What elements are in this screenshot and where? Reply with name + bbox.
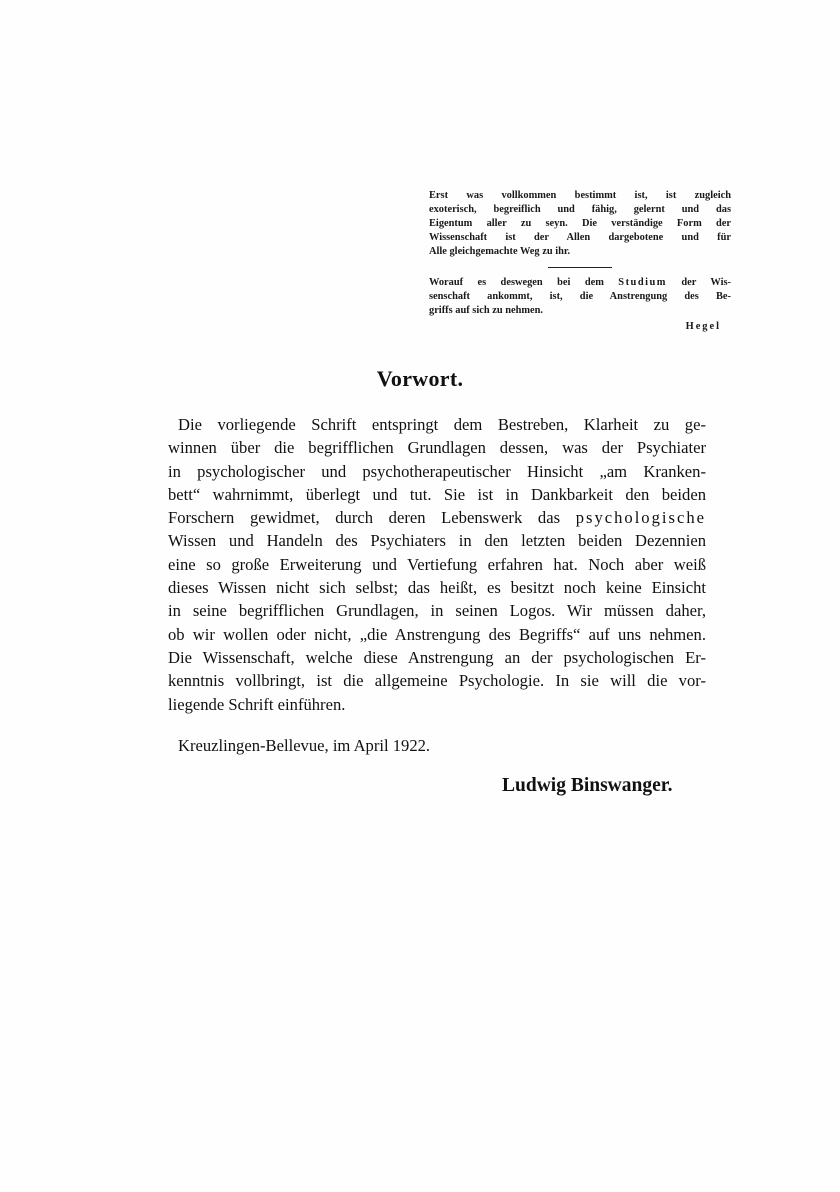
body-line: Die Wissenschaft, welche diese Anstrengung an der psychologischen Er- (168, 647, 706, 667)
body-text: Forschern gewidmet, durch deren Lebenswerk das (168, 508, 576, 528)
motto-line: Eigentum aller zu seyn. Die verständige Form der (429, 218, 731, 229)
body-line: bett“ wahrnimmt, überlegt und tut. Sie ist in Dankbarkeit den beiden (168, 484, 706, 504)
author-signature: Ludwig Binswanger. (502, 775, 673, 796)
motto-text: der Wis- (666, 277, 731, 288)
body-emphasis: psychologische (575, 508, 706, 528)
motto-line: griffs auf sich zu nehmen. (429, 305, 544, 316)
body-line: ob wir wollen oder nicht, „die Anstrengung des Begriffs“ auf uns nehmen. (168, 624, 706, 644)
motto-line: Erst was vollkommen bestimmt ist, ist zugleich (429, 190, 731, 201)
page-title: Vorwort. (376, 366, 464, 391)
motto-text: Worauf es deswegen bei dem (429, 277, 619, 288)
body-line: eine so große Erweiterung und Vertiefung erfahren hat. Noch aber weiß (168, 554, 706, 574)
motto-author: Hegel (685, 321, 721, 332)
motto-line: senschaft ankommt, ist, die Anstrengung des Be- (429, 291, 731, 302)
motto-epigraph (429, 189, 731, 334)
body-line: dieses Wissen nicht sich selbst; das heißt, es besitzt noch keine Einsicht (168, 578, 706, 598)
body-line: kenntnis vollbringt, ist die allgemeine Psychologie. In sie will die vor- (168, 671, 706, 691)
body-line (168, 506, 706, 529)
body-line: in psychologischer und psychotherapeutischer Hinsicht „am Kranken- (168, 461, 706, 481)
motto-paragraph-2 (429, 276, 731, 318)
motto-paragraph-1 (429, 189, 731, 259)
motto-line: Alle gleichgemachte Weg zu ihr. (429, 246, 571, 257)
body-line: in seine begrifflichen Grundlagen, in seinen Logos. Wir müssen daher, (168, 601, 706, 621)
motto-line (429, 276, 731, 290)
motto-emphasis: Studium (618, 277, 667, 288)
body-line: liegende Schrift einführen. (168, 694, 346, 714)
body-line: Die vorliegende Schrift entspringt dem Bestreben, Klarheit zu ge- (178, 415, 706, 434)
place-date: Kreuzlingen-Bellevue, im April 1922. (178, 736, 431, 755)
motto-line: Wissenschaft ist der Allen dargebotene und für (429, 232, 731, 243)
body-line: Wissen und Handeln des Psychiaters in den letzten beiden Dezennien (168, 531, 706, 551)
preface-body (168, 413, 706, 716)
body-line: winnen über die begrifflichen Grundlagen dessen, was der Psychiater (168, 438, 706, 458)
motto-line: exoterisch, begreiflich und fähig, gelernt und das (429, 204, 731, 215)
motto-divider (548, 267, 612, 268)
